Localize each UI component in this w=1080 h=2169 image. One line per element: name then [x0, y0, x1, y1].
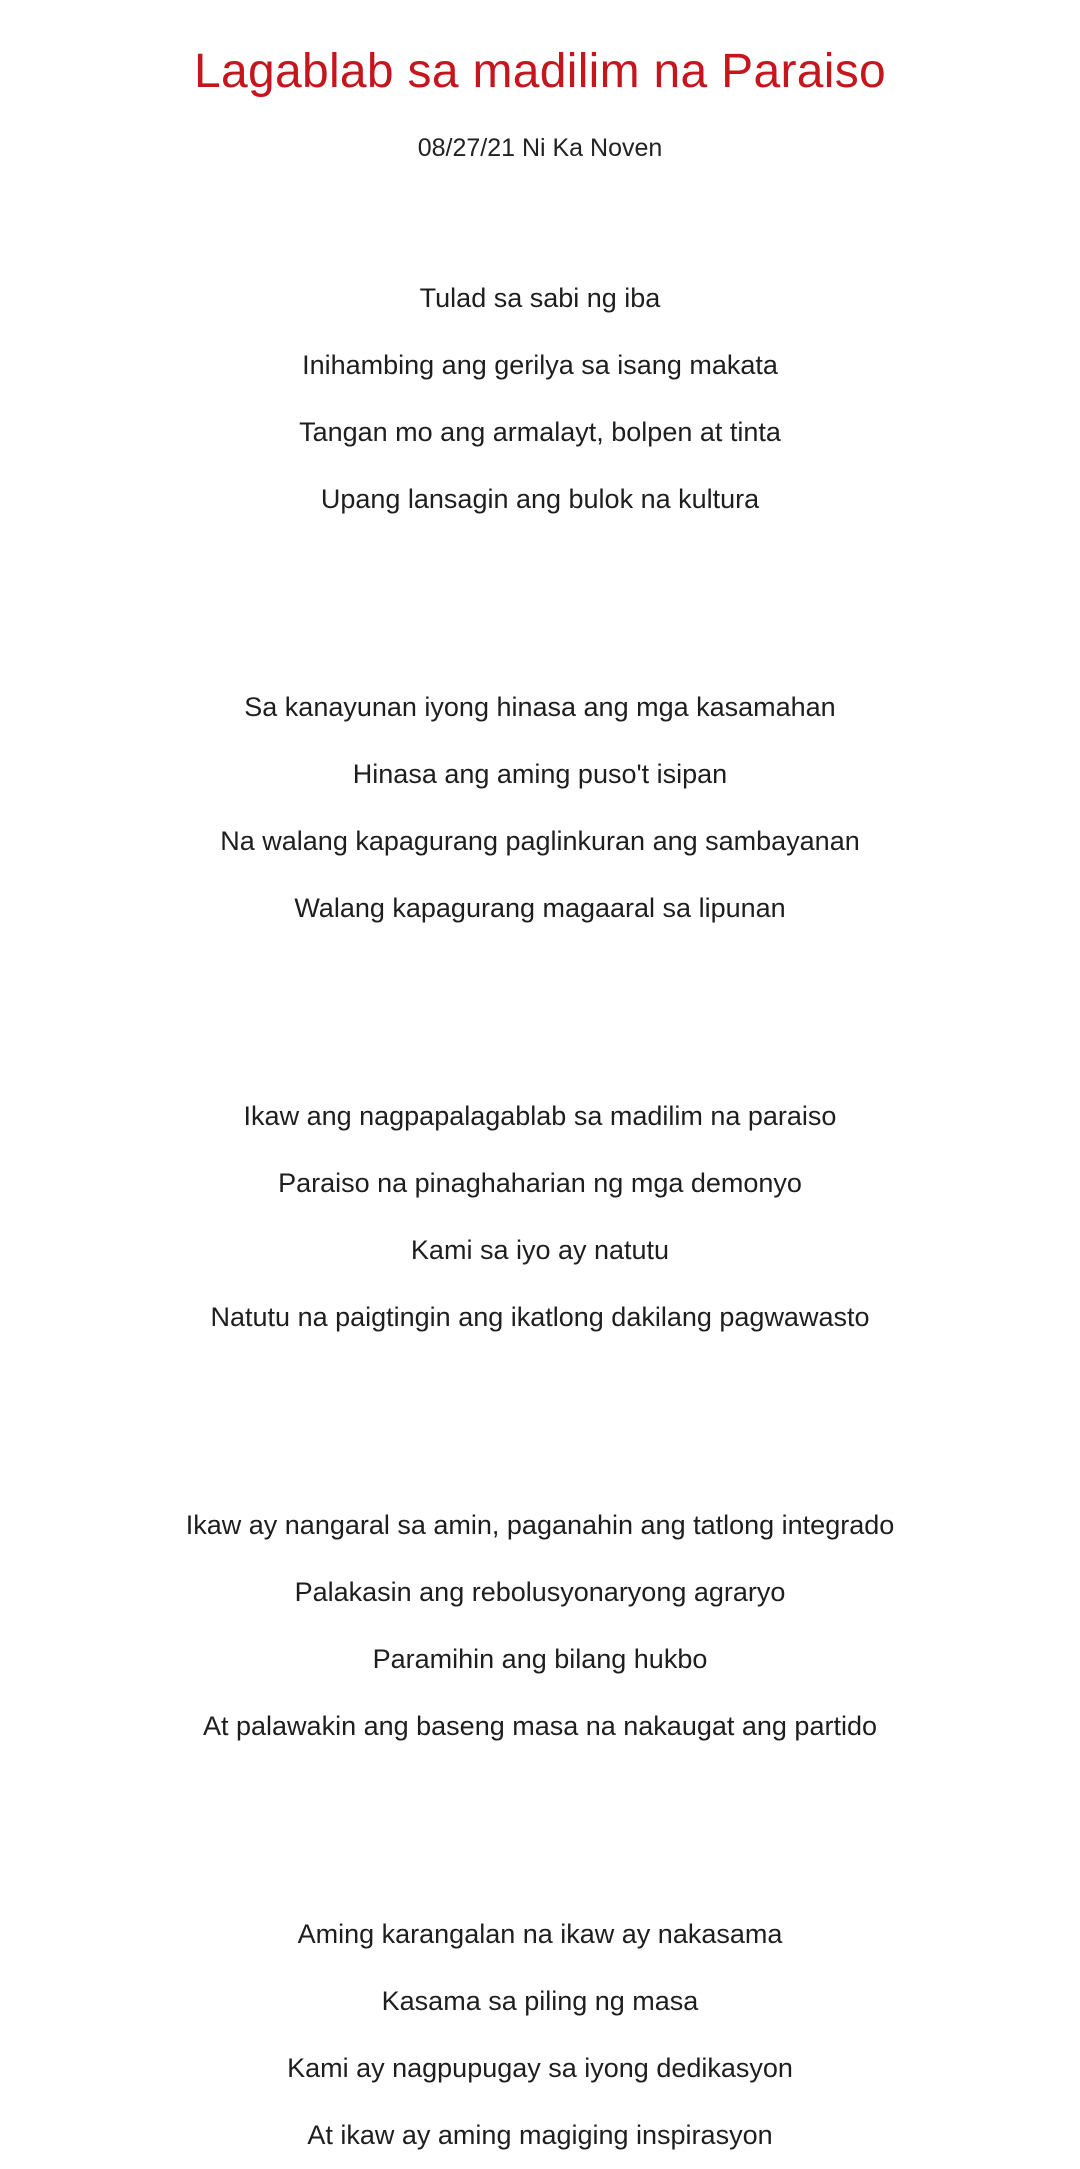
poem-line: Paramihin ang bilang hukbo [372, 1644, 708, 1674]
poem-line: Tangan mo ang armalayt, bolpen at tinta [299, 417, 781, 447]
poem-line: Sa kanayunan iyong hinasa ang mga kasamahan [244, 692, 836, 722]
poem-line: Kami ay nagpupugay sa iyong dedikasyon [287, 2053, 793, 2083]
stanza-3 [0, 1083, 1080, 1351]
stanza-2 [0, 674, 1080, 942]
stanza-4 [0, 1492, 1080, 1760]
poem-line: Natutu na paigtingin ang ikatlong dakilang pagwawasto [210, 1302, 870, 1332]
poem-line: Tulad sa sabi ng iba [419, 283, 661, 313]
stanza-1 [0, 265, 1080, 533]
poem-byline: 08/27/21 Ni Ka Noven [417, 134, 663, 162]
poem-body [0, 265, 1080, 2169]
poem-line: Kasama sa piling ng masa [381, 1986, 699, 2016]
poem-line: Ikaw ay nangaral sa amin, paganahin ang tatlong integrado [185, 1510, 895, 1540]
poem-line: Paraiso na pinaghaharian ng mga demonyo [278, 1168, 802, 1198]
stanza-5 [0, 1901, 1080, 2169]
poem-line: Aming karangalan na ikaw ay nakasama [297, 1919, 783, 1949]
poem-line: Ikaw ang nagpapalagablab sa madilim na paraiso [243, 1101, 837, 1131]
poem-line: Inihambing ang gerilya sa isang makata [302, 350, 778, 380]
poem-line: Upang lansagin ang bulok na kultura [320, 484, 760, 514]
poem-line: Kami sa iyo ay natutu [410, 1235, 670, 1265]
poem-line: At palawakin ang baseng masa na nakaugat ang partido [203, 1711, 877, 1741]
poem-line: At ikaw ay aming magiging inspirasyon [307, 2120, 773, 2150]
poem-title: Lagablab sa madilim na Paraiso [193, 45, 887, 98]
poem-line: Palakasin ang rebolusyonaryong agraryo [294, 1577, 786, 1607]
poem-line: Na walang kapagurang paglinkuran ang sambayanan [220, 826, 860, 856]
poem-line: Hinasa ang aming puso't isipan [352, 759, 728, 789]
poem-line: Walang kapagurang magaaral sa lipunan [294, 893, 786, 923]
